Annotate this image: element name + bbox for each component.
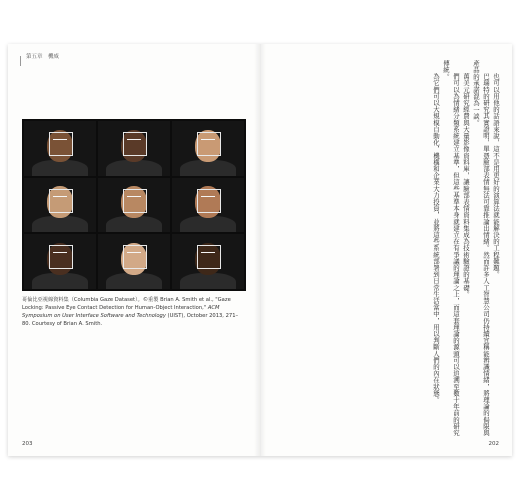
face-photo (24, 121, 96, 176)
face-photo (172, 234, 244, 289)
vertical-body-text (273, 60, 501, 440)
right-page (260, 44, 513, 456)
face-photo (98, 121, 170, 176)
paragraph: 也可以用他的話語來說，這不是用更好的演算法就能解決的工程難題。 (492, 72, 500, 278)
page-number-right: 202 (488, 441, 499, 447)
page-number-left: 203 (22, 441, 33, 447)
face-photo (172, 178, 244, 233)
paragraph: 們可以為情緒分類系統建立基準，但這些基準本身就建立在有爭議的理論之上，而這套理論的源頭可以追溯至數十年前的研究傳統。 (442, 60, 460, 436)
face-photo (24, 178, 96, 233)
face-photo (98, 178, 170, 233)
face-photo (98, 234, 170, 289)
paragraph: 為它們可以大規模自動化，機構和企業大力投資，並將這些系統部署到日常生活當中，用以判斷人們的內在狀態。 (432, 72, 440, 403)
face-photo (172, 121, 244, 176)
figure-caption: 哥倫比亞視線資料集（Columbia Gaze Dataset）。©重製 Brian A. Smith et al., "Gaze Locking: Passive Eye Contact Detection for Human-Object Interaction," ACM Symposium on User Interface Software and Technology (UIST), October 2013, 271–80. Courtesy of Brian A. Smith. (22, 297, 239, 327)
chapter-header: 第五章 機威 (26, 54, 60, 60)
gaze-dataset-photo-grid (22, 119, 246, 291)
left-page (8, 44, 260, 456)
paragraph: 巴瑞特的研究其實證明，單憑臉部表情無法可靠推論出情緒。然而許多人工智慧公司仍持續宣稱能辨識情緒，將理論的侷限與產品的承諾混為一談。 (472, 60, 490, 436)
book-spread (8, 44, 512, 456)
paragraph: 萬美元研究經費與大量影像資料庫，讓臉部表情資料集成為技術驗證的基礎。 (462, 72, 470, 298)
face-photo (24, 234, 96, 289)
header-rule (20, 56, 21, 66)
